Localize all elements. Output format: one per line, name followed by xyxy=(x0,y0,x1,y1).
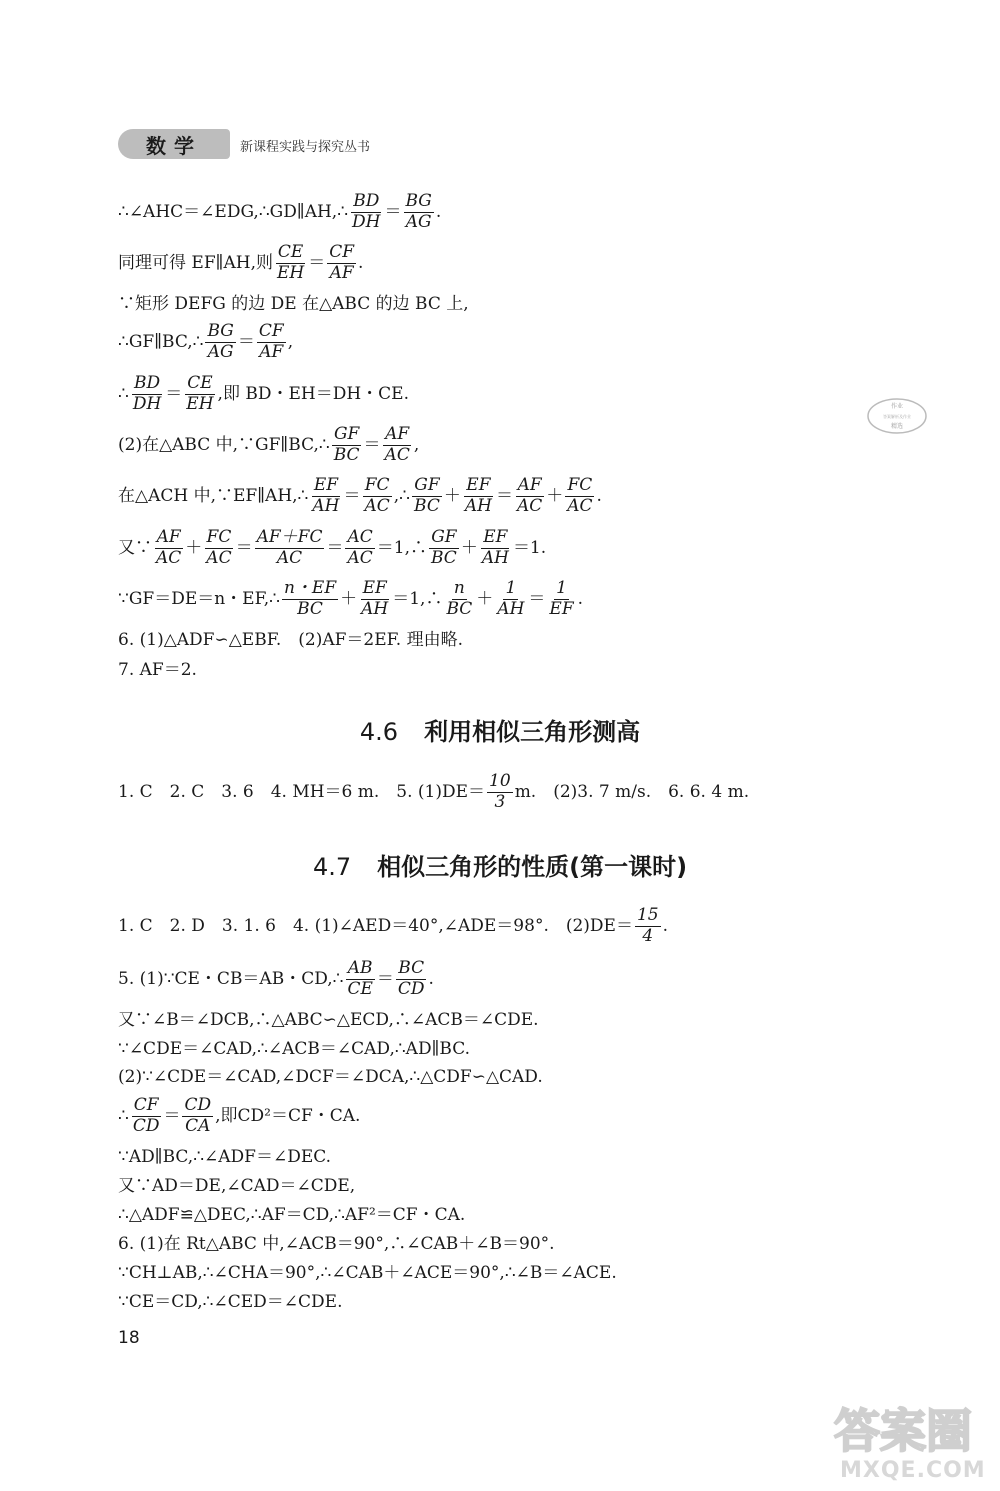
solution-line: ∴∠AHC＝∠EDG,∴GD∥AH,∴ $\frac{BD}{DH}$ ＝ $\frac{BG}{AG}$ . xyxy=(118,191,442,232)
answer-line: ∴△ADF≌△DEC,∴AF＝CD,∴AF²＝CF・CA. xyxy=(118,1205,466,1225)
solution-line: 同理可得 EF∥AH,则 $\frac{CE}{EH}$ ＝ $\frac{CF}{AF}$ . xyxy=(118,242,364,283)
answer-line: (2)∵∠CDE＝∠CAD,∠DCF＝∠DCA,∴△CDF∽△CAD. xyxy=(118,1067,543,1087)
answer-line: ∵CH⊥AB,∴∠CHA＝90°,∴∠CAB＋∠ACE＝90°,∴∠B＝∠ACE. xyxy=(118,1263,617,1283)
answer-line: 1. C 2. C 3. 6 4. MH＝6 m. 5. (1)DE＝ $\frac{10}{3}$ m. (2)3. 7 m/s. 6. 6. 4 m. xyxy=(118,771,750,812)
solution-line: ∴GF∥BC,∴ $\frac{BG}{AG}$ ＝ $\frac{CF}{AF}$ , xyxy=(118,321,294,362)
solution-line: ∴ $\frac{BD}{DH}$ ＝ $\frac{CE}{EH}$ ,即 BD・EH＝DH・CE. xyxy=(118,373,409,414)
answer-line: 又∵AD＝DE,∠CAD＝∠CDE, xyxy=(118,1176,356,1196)
solution-line: ∵矩形 DEFG 的边 DE 在△ABC 的边 BC 上, xyxy=(118,294,469,314)
watermark-site: MXQE.COM xyxy=(840,1458,986,1483)
stamp-text-top: 作业 xyxy=(890,403,904,410)
answer-line: ∴ $\frac{CF}{CD}$ ＝ $\frac{CD}{CA}$ ,即CD²＝CF・CA. xyxy=(118,1095,361,1136)
answer-line: 1. C 2. D 3. 1. 6 4. (1)∠AED＝40°,∠ADE＝98°. (2)DE＝ $\frac{15}{4}$ . xyxy=(118,905,669,946)
answer-line: 6. (1)在 Rt△ABC 中,∠ACB＝90°,∴∠CAB＋∠B＝90°. xyxy=(118,1234,555,1254)
solution-line: 7. AF＝2. xyxy=(118,660,197,680)
answer-line: 5. (1)∵CE・CB＝AB・CD,∴ $\frac{AB}{CE}$ ＝ $\frac{BC}{CD}$ . xyxy=(118,958,434,999)
solution-line: ∵GF＝DE＝n・EF,∴ $\frac{n・EF}{BC}$ ＋ $\frac{EF}{AH}$ ＝1,∴ $\frac{n}{BC}$ ＋ $\frac{1}{AH}$ ＝ $\frac{1}{EF}$ . xyxy=(118,578,584,619)
stamp-text-middle: 答案解析及作业 xyxy=(883,414,911,419)
stamp-logo xyxy=(866,396,928,436)
subject-tab: 数学 xyxy=(118,129,230,159)
watermark-text: 答案圈 xyxy=(834,1404,972,1458)
answer-line: ∵∠CDE＝∠CAD,∴∠ACB＝∠CAD,∴AD∥BC. xyxy=(118,1039,471,1059)
page-number: 18 xyxy=(118,1328,140,1348)
section-heading: 4.6 利用相似三角形测高 xyxy=(359,718,641,746)
section-heading: 4.7 相似三角形的性质(第一课时) xyxy=(312,853,688,881)
series-title: 新课程实践与探究丛书 xyxy=(240,140,371,155)
answer-line: ∵CE＝CD,∴∠CED＝∠CDE. xyxy=(118,1292,343,1312)
answer-line: ∵AD∥BC,∴∠ADF＝∠DEC. xyxy=(118,1147,332,1167)
stamp-text-bottom: 精选 xyxy=(890,423,904,430)
solution-line: 在△ACH 中,∵EF∥AH,∴ $\frac{EF}{AH}$ ＝ $\frac{FC}{AC}$ ,∴ $\frac{GF}{BC}$ ＋ $\frac{EF}{AH}$ ＝ $\frac{AF}{AC}$ ＋ $\frac{FC}{AC}$ . xyxy=(118,475,602,516)
solution-line: (2)在△ABC 中,∵GF∥BC,∴ $\frac{GF}{BC}$ ＝ $\frac{AF}{AC}$ , xyxy=(118,424,420,465)
answer-line: 又∵∠B＝∠DCB,∴△ABC∽△ECD,∴∠ACB＝∠CDE. xyxy=(118,1010,539,1030)
solution-line: 又∵ $\frac{AF}{AC}$ ＋ $\frac{FC}{AC}$ ＝ $\frac{AF+FC}{AC}$ ＝ $\frac{AC}{AC}$ ＝1,∴ $\frac{GF}{BC}$ ＋ $\frac{EF}{AH}$ ＝1. xyxy=(118,527,547,568)
solution-line: 6. (1)△ADF∽△EBF. (2)AF＝2EF. 理由略. xyxy=(118,630,463,650)
